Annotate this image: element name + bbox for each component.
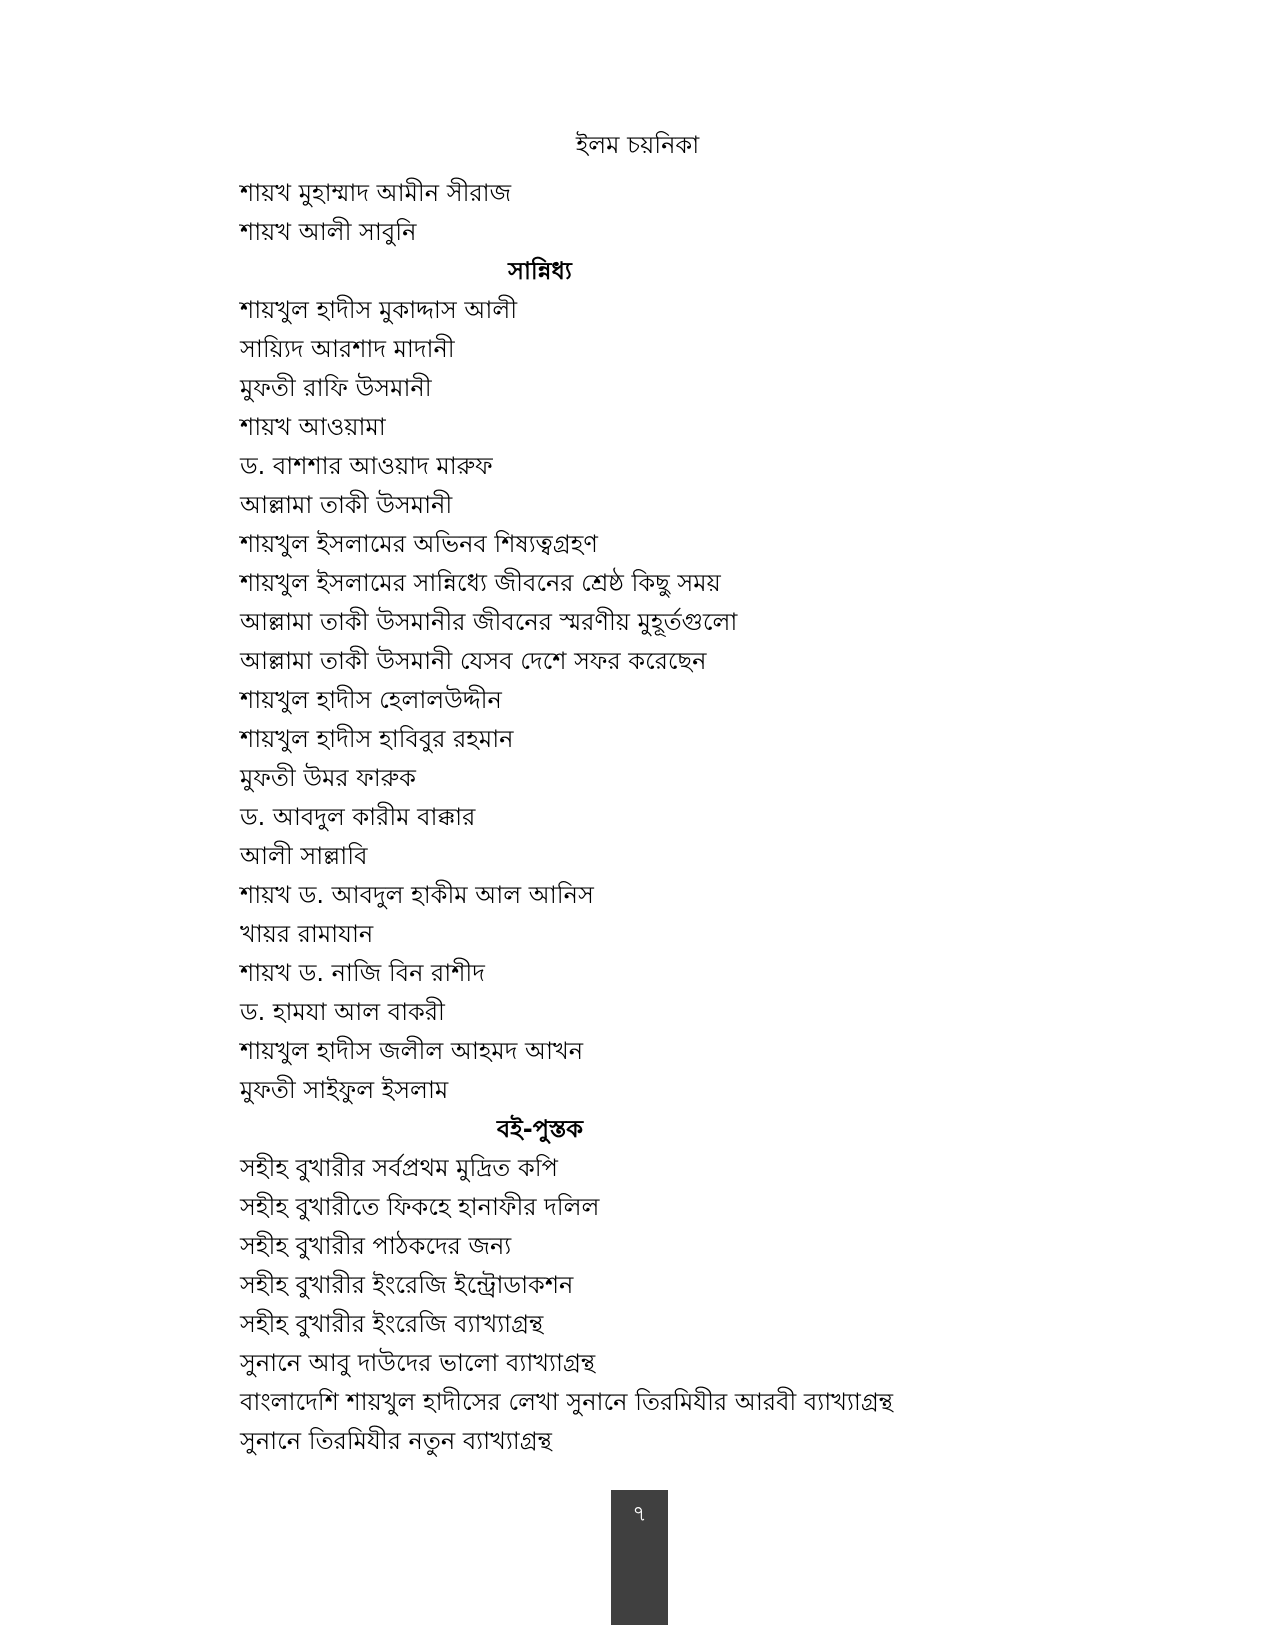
toc-entry: শায়খ ড. আবদুল হাকীম আল আনিস — [240, 881, 594, 909]
toc-entry: শায়খ ড. নাজি বিন রাশীদ — [240, 959, 485, 987]
toc-entry: খায়র রামাযান — [240, 920, 374, 948]
toc-entry: মুফতী রাফি উসমানী — [240, 374, 432, 402]
toc-entry: সুনানে তিরমিযীর নতুন ব্যাখ্যাগ্রন্থ — [240, 1427, 552, 1455]
toc-entry: সহীহ বুখারীর পাঠকদের জন্য — [240, 1232, 512, 1260]
toc-entry: আল্লামা তাকী উসমানীর জীবনের স্মরণীয় মুহূর্তগুলো — [240, 608, 738, 636]
toc-entry: সুনানে আবু দাউদের ভালো ব্যাখ্যাগ্রন্থ — [240, 1349, 596, 1377]
toc-entry: বাংলাদেশি শায়খুল হাদীসের লেখা সুনানে তিরমিযীর আরবী ব্যাখ্যাগ্রন্থ — [240, 1388, 894, 1416]
toc-entry: ড. হামযা আল বাকরী — [240, 998, 445, 1026]
section-heading-label: সান্নিধ্য — [508, 257, 572, 285]
toc-entry: শায়খুল ইসলামের অভিনব শিষ্যত্বগ্রহণ — [240, 530, 598, 558]
toc-entry: সহীহ বুখারীতে ফিকহে হানাফীর দলিল — [240, 1193, 600, 1221]
toc-entry: আল্লামা তাকী উসমানী যেসব দেশে সফর করেছেন — [240, 647, 707, 675]
toc-entry: আল্লামা তাকী উসমানী — [240, 491, 453, 519]
toc-entry: শায়খুল ইসলামের সান্নিধ্যে জীবনের শ্রেষ্ঠ কিছু সময় — [240, 569, 721, 597]
toc-entry: মুফতী সাইফুল ইসলাম — [240, 1076, 449, 1104]
toc-entry: সহীহ বুখারীর ইংরেজি ব্যাখ্যাগ্রন্থ — [240, 1310, 544, 1338]
table-of-contents — [240, 174, 1040, 1461]
toc-entry: সহীহ বুখারীর সর্বপ্রথম মুদ্রিত কপি — [240, 1154, 558, 1182]
toc-entry: ড. বাশশার আওয়াদ মারুফ — [240, 452, 493, 480]
toc-entry: সায়্যিদ আরশাদ মাদানী — [240, 335, 455, 363]
toc-entry: ড. আবদুল কারীম বাক্কার — [240, 803, 476, 831]
toc-entry: শায়খ আওয়ামা — [240, 413, 386, 441]
toc-entry: শায়খুল হাদীস হেলালউদ্দীন — [240, 686, 502, 714]
toc-entry: শায়খুল হাদীস জলীল আহমদ আখন — [240, 1037, 584, 1065]
toc-entry: শায়খ মুহাম্মাদ আমীন সীরাজ — [240, 179, 512, 207]
toc-entry: শায়খুল হাদীস হাবিবুর রহমান — [240, 725, 514, 753]
page-number-tab — [611, 1490, 668, 1625]
running-header — [0, 128, 1275, 162]
page-number: ৭ — [632, 1502, 647, 1527]
section-heading-boi-pustak — [240, 1110, 1040, 1149]
toc-entry: সহীহ বুখারীর ইংরেজি ইন্ট্রোডাকশন — [240, 1271, 574, 1299]
running-title: ইলম চয়নিকা — [575, 131, 700, 159]
toc-entry: শায়খুল হাদীস মুকাদ্দাস আলী — [240, 296, 518, 324]
section-heading-sannidhya — [240, 252, 1040, 291]
toc-entry: শায়খ আলী সাবুনি — [240, 218, 417, 246]
section-heading-label: বই-পুস্তক — [496, 1115, 584, 1143]
toc-entry: আলী সাল্লাবি — [240, 842, 368, 870]
toc-entry: মুফতী উমর ফারুক — [240, 764, 416, 792]
